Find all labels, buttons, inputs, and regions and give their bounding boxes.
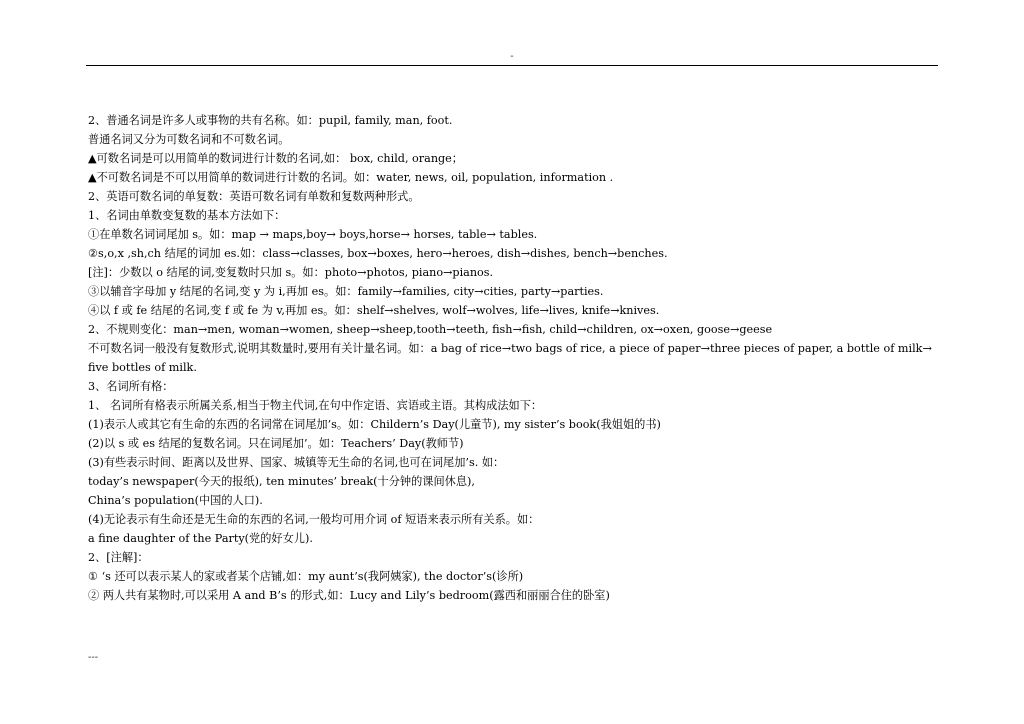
- text-line: 2、不规则变化：man→men, woman→women, sheep→sheep,tooth→teeth, fish→fish, child→children, ox→oxen, goose→geese: [88, 323, 773, 336]
- text-line: 1、名词由单数变复数的基本方法如下：: [88, 209, 286, 222]
- text-line: ① ‘s 还可以表示某人的家或者某个店铺,如：my aunt’s(我阿姨家), the doctor’s(诊所): [88, 570, 524, 583]
- text-line: China’s population(中国的人口).: [88, 494, 263, 507]
- text-line: ③以辅音字母加 y 结尾的名词,变 y 为 i,再加 es。如：family→families, city→cities, party→parties.: [88, 285, 604, 298]
- text-line: (2)以 s 或 es 结尾的复数名词。只在词尾加’。如：Teachers’ Day(教师节): [88, 437, 464, 450]
- text-line: (3)有些表示时间、距离以及世界、国家、城镇等无生命的名词,也可在词尾加’s. 如：: [88, 456, 505, 469]
- text-line: ▲不可数名词是不可以用简单的数词进行计数的名词。如：water, news, oil, population, information .: [88, 171, 614, 184]
- text-line: ▲可数名词是可以用简单的数词进行计数的名词,如： box, child, orange；: [88, 152, 463, 165]
- header-rule: [86, 65, 938, 66]
- text-line: [注]：少数以 o 结尾的词,变复数时只加 s。如：photo→photos, piano→pianos.: [88, 266, 494, 279]
- text-line: 2、英语可数名词的单复数：英语可数名词有单数和复数两种形式。: [88, 190, 420, 203]
- section-heading: 3、名词所有格：: [88, 380, 174, 393]
- text-line: 普通名词又分为可数名词和不可数名词。: [88, 133, 290, 146]
- text-line: a fine daughter of the Party(党的好女儿).: [88, 532, 313, 545]
- text-line: ②s,o,x ,sh,ch 结尾的词加 es.如：class→classes, box→boxes, hero→heroes, dish→dishes, bench→benches.: [88, 247, 668, 260]
- page-footer-mark: ---: [88, 652, 99, 663]
- text-line: ④以 f 或 fe 结尾的名词,变 f 或 fe 为 v,再加 es。如：shelf→shelves, wolf→wolves, life→lives, knife→knives.: [88, 304, 660, 317]
- text-line: 2、普通名词是许多人或事物的共有名称。如：pupil, family, man, foot.: [88, 114, 453, 127]
- text-line: (4)无论表示有生命还是无生命的东西的名词,一般均可用介词 of 短语来表示所有关系。如：: [88, 513, 540, 526]
- document-body: [88, 111, 940, 605]
- text-line: today’s newspaper(今天的报纸), ten minutes’ break(十分钟的课间休息),: [88, 475, 475, 488]
- page-header-mark: -: [510, 51, 514, 62]
- text-line: ①在单数名词词尾加 s。如：map → maps,boy→ boys,horse→ horses, table→ tables.: [88, 228, 538, 241]
- text-line: 2、[注解]：: [88, 551, 149, 564]
- text-line: (1)表示人或其它有生命的东西的名词常在词尾加’s。如：Childern’s Day(儿童节), my sister’s book(我姐姐的书): [88, 418, 661, 431]
- text-line: 1、 名词所有格表示所属关系,相当于物主代词,在句中作定语、宾语或主语。其构成法如下：: [88, 399, 543, 412]
- text-line: 不可数名词一般没有复数形式,说明其数量时,要用有关计量名词。如：a bag of rice→two bags of rice, a piece of paper→three pieces of paper, a bottle of milk→ five bottles of milk.: [88, 342, 932, 374]
- text-line: ② 两人共有某物时,可以采用 A and B’s 的形式,如：Lucy and Lily’s bedroom(露西和丽丽合住的卧室): [88, 589, 610, 602]
